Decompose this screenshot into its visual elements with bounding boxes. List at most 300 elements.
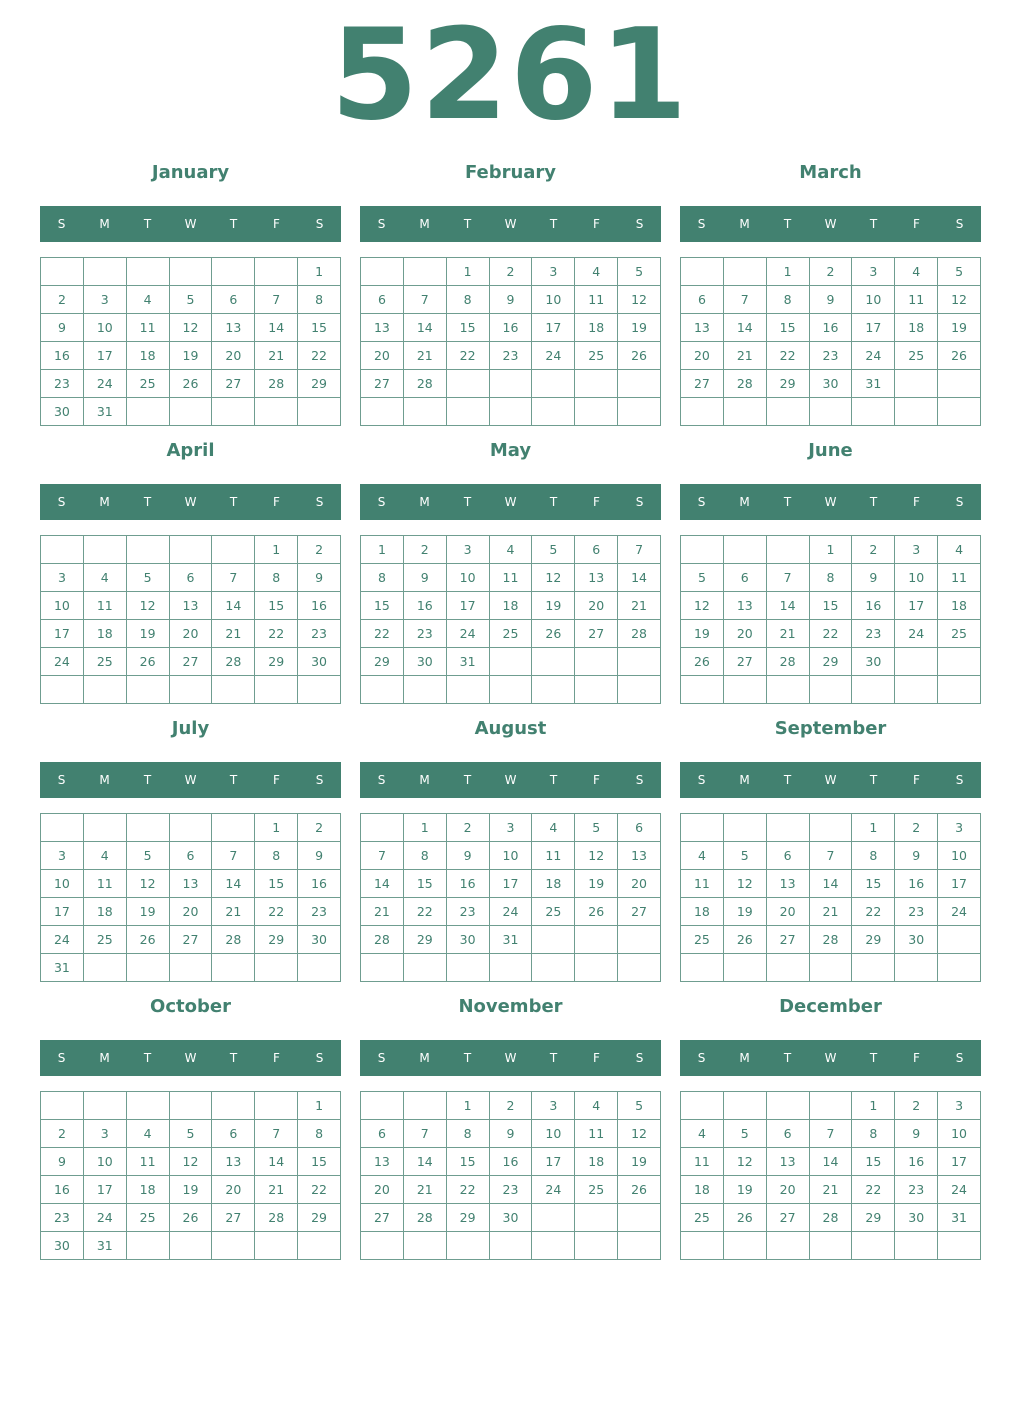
weekday-label: T <box>783 217 792 231</box>
day-cell: 16 <box>41 1176 84 1204</box>
day-cell: 30 <box>895 1204 938 1232</box>
day-cell: 1 <box>298 258 341 286</box>
day-cell: 21 <box>255 1176 298 1204</box>
day-cell: 9 <box>852 564 895 592</box>
day-cell: 10 <box>532 1120 575 1148</box>
day-cell <box>681 398 724 426</box>
day-cell: 23 <box>404 620 447 648</box>
day-cell <box>767 676 810 704</box>
day-cell <box>84 1092 127 1120</box>
day-cell <box>767 814 810 842</box>
weekday-label: S <box>315 1051 324 1065</box>
day-grid <box>40 813 341 982</box>
day-cell: 12 <box>127 592 170 620</box>
day-cell: 24 <box>938 898 981 926</box>
weekday-label: S <box>635 1051 644 1065</box>
day-cell: 2 <box>852 536 895 564</box>
day-cell: 10 <box>41 870 84 898</box>
day-cell <box>852 398 895 426</box>
weekday-label: S <box>697 495 706 509</box>
day-cell: 4 <box>84 564 127 592</box>
day-cell: 10 <box>84 1148 127 1176</box>
day-cell: 5 <box>532 536 575 564</box>
day-cell <box>681 954 724 982</box>
day-cell: 11 <box>895 286 938 314</box>
day-cell: 14 <box>361 870 404 898</box>
day-cell: 8 <box>255 842 298 870</box>
day-cell: 30 <box>404 648 447 676</box>
day-cell: 25 <box>575 342 618 370</box>
day-cell: 24 <box>852 342 895 370</box>
day-cell <box>895 954 938 982</box>
day-cell <box>575 926 618 954</box>
day-cell: 17 <box>84 1176 127 1204</box>
day-cell: 28 <box>724 370 767 398</box>
weekday-header <box>680 1040 981 1076</box>
day-cell: 21 <box>212 898 255 926</box>
day-cell: 12 <box>724 870 767 898</box>
day-cell <box>852 676 895 704</box>
day-cell <box>298 676 341 704</box>
day-cell <box>170 258 213 286</box>
day-cell: 4 <box>681 842 724 870</box>
day-cell <box>724 1232 767 1260</box>
day-cell <box>170 814 213 842</box>
day-cell: 2 <box>298 536 341 564</box>
day-grid <box>360 257 661 426</box>
day-cell: 19 <box>618 314 661 342</box>
day-cell: 15 <box>852 1148 895 1176</box>
day-cell: 20 <box>361 342 404 370</box>
day-cell <box>447 370 490 398</box>
day-cell <box>127 954 170 982</box>
day-cell: 25 <box>84 926 127 954</box>
day-cell: 25 <box>895 342 938 370</box>
day-cell: 2 <box>490 258 533 286</box>
day-cell <box>127 398 170 426</box>
day-cell <box>170 1092 213 1120</box>
day-cell: 3 <box>490 814 533 842</box>
day-cell: 27 <box>361 370 404 398</box>
weekday-label: M <box>99 495 110 509</box>
day-cell: 8 <box>852 1120 895 1148</box>
day-cell: 10 <box>447 564 490 592</box>
day-cell: 26 <box>681 648 724 676</box>
day-cell: 27 <box>767 926 810 954</box>
weekday-label: W <box>504 495 517 509</box>
day-cell: 13 <box>767 1148 810 1176</box>
day-cell: 6 <box>212 1120 255 1148</box>
day-cell: 1 <box>852 1092 895 1120</box>
day-cell: 12 <box>938 286 981 314</box>
day-cell: 29 <box>298 370 341 398</box>
day-cell: 13 <box>724 592 767 620</box>
day-cell: 18 <box>895 314 938 342</box>
day-cell <box>41 258 84 286</box>
day-cell <box>361 814 404 842</box>
day-cell: 27 <box>681 370 724 398</box>
day-cell: 2 <box>895 814 938 842</box>
day-cell <box>895 370 938 398</box>
day-cell: 26 <box>127 648 170 676</box>
weekday-label: T <box>463 217 472 231</box>
day-cell <box>490 954 533 982</box>
day-cell: 18 <box>84 620 127 648</box>
month-name: July <box>171 718 210 739</box>
day-cell <box>490 370 533 398</box>
day-cell: 27 <box>212 1204 255 1232</box>
day-cell <box>810 1232 853 1260</box>
day-cell: 21 <box>404 342 447 370</box>
day-cell <box>532 676 575 704</box>
day-cell <box>852 1232 895 1260</box>
day-cell: 2 <box>895 1092 938 1120</box>
weekday-label: M <box>739 495 750 509</box>
day-cell: 14 <box>255 314 298 342</box>
day-cell: 29 <box>852 1204 895 1232</box>
day-cell: 29 <box>298 1204 341 1232</box>
weekday-label: S <box>377 217 386 231</box>
day-cell: 2 <box>447 814 490 842</box>
day-cell <box>532 370 575 398</box>
weekday-label: T <box>549 1051 558 1065</box>
day-cell <box>84 814 127 842</box>
day-cell: 13 <box>361 1148 404 1176</box>
weekday-label: S <box>697 1051 706 1065</box>
day-cell: 22 <box>255 898 298 926</box>
day-cell: 11 <box>681 1148 724 1176</box>
day-cell: 18 <box>575 314 618 342</box>
day-cell: 10 <box>490 842 533 870</box>
day-grid <box>680 813 981 982</box>
weekday-header <box>360 484 661 520</box>
day-cell: 23 <box>447 898 490 926</box>
day-cell <box>404 954 447 982</box>
day-cell: 21 <box>810 1176 853 1204</box>
day-cell: 8 <box>810 564 853 592</box>
weekday-label: M <box>419 773 430 787</box>
day-cell <box>681 814 724 842</box>
day-cell <box>532 1232 575 1260</box>
month-name: April <box>166 440 215 461</box>
day-cell: 8 <box>361 564 404 592</box>
day-cell: 24 <box>84 370 127 398</box>
day-cell: 14 <box>404 1148 447 1176</box>
day-cell: 5 <box>724 842 767 870</box>
day-cell: 4 <box>895 258 938 286</box>
day-cell: 18 <box>127 342 170 370</box>
day-cell: 11 <box>575 1120 618 1148</box>
day-cell: 28 <box>618 620 661 648</box>
day-cell: 6 <box>724 564 767 592</box>
day-cell: 20 <box>212 1176 255 1204</box>
day-cell: 7 <box>404 286 447 314</box>
day-cell: 16 <box>895 870 938 898</box>
day-cell: 20 <box>575 592 618 620</box>
weekday-label: T <box>549 217 558 231</box>
day-cell: 15 <box>447 1148 490 1176</box>
weekday-label: S <box>377 773 386 787</box>
day-cell: 20 <box>361 1176 404 1204</box>
day-cell <box>255 676 298 704</box>
day-cell <box>681 1232 724 1260</box>
day-cell <box>127 814 170 842</box>
day-cell: 9 <box>41 314 84 342</box>
day-cell: 13 <box>212 1148 255 1176</box>
day-grid <box>40 535 341 704</box>
day-cell: 3 <box>532 258 575 286</box>
day-cell: 17 <box>447 592 490 620</box>
day-cell: 23 <box>895 1176 938 1204</box>
day-cell: 2 <box>404 536 447 564</box>
day-cell: 2 <box>490 1092 533 1120</box>
weekday-header <box>360 206 661 242</box>
weekday-label: T <box>549 495 558 509</box>
day-cell <box>532 954 575 982</box>
day-cell: 16 <box>298 592 341 620</box>
day-cell: 22 <box>404 898 447 926</box>
day-cell: 31 <box>447 648 490 676</box>
day-cell <box>724 676 767 704</box>
day-cell: 3 <box>41 842 84 870</box>
day-cell <box>490 1232 533 1260</box>
day-cell: 24 <box>532 342 575 370</box>
day-cell: 29 <box>767 370 810 398</box>
day-cell: 14 <box>810 870 853 898</box>
day-cell: 31 <box>490 926 533 954</box>
day-cell <box>84 536 127 564</box>
day-cell: 12 <box>532 564 575 592</box>
day-cell: 5 <box>724 1120 767 1148</box>
day-cell: 12 <box>170 1148 213 1176</box>
day-cell <box>255 258 298 286</box>
day-cell <box>938 926 981 954</box>
day-cell: 15 <box>810 592 853 620</box>
day-cell: 6 <box>575 536 618 564</box>
day-cell <box>938 398 981 426</box>
day-cell: 7 <box>212 842 255 870</box>
day-cell: 1 <box>447 1092 490 1120</box>
day-cell: 5 <box>170 1120 213 1148</box>
day-cell: 18 <box>681 1176 724 1204</box>
day-cell <box>255 1232 298 1260</box>
day-cell: 9 <box>41 1148 84 1176</box>
weekday-label: F <box>593 773 600 787</box>
day-cell: 25 <box>938 620 981 648</box>
day-cell: 25 <box>127 370 170 398</box>
day-cell: 13 <box>681 314 724 342</box>
weekday-label: T <box>869 773 878 787</box>
day-cell: 14 <box>404 314 447 342</box>
weekday-label: F <box>273 495 280 509</box>
weekday-label: T <box>463 495 472 509</box>
day-cell: 30 <box>41 1232 84 1260</box>
day-cell <box>298 1232 341 1260</box>
day-cell <box>404 258 447 286</box>
day-cell: 24 <box>447 620 490 648</box>
day-cell: 6 <box>767 1120 810 1148</box>
day-cell: 4 <box>575 258 618 286</box>
day-cell: 28 <box>212 926 255 954</box>
day-cell <box>618 1232 661 1260</box>
day-cell <box>618 926 661 954</box>
day-cell: 28 <box>361 926 404 954</box>
day-cell <box>618 954 661 982</box>
day-cell: 13 <box>170 870 213 898</box>
day-cell: 13 <box>618 842 661 870</box>
day-cell: 27 <box>575 620 618 648</box>
day-cell: 17 <box>938 870 981 898</box>
day-cell: 21 <box>255 342 298 370</box>
weekday-label: F <box>273 773 280 787</box>
day-cell: 10 <box>938 842 981 870</box>
year-title: 5261 <box>330 1 690 148</box>
day-cell: 18 <box>532 870 575 898</box>
weekday-label: T <box>229 1051 238 1065</box>
weekday-label: T <box>783 1051 792 1065</box>
day-cell: 3 <box>84 286 127 314</box>
day-cell: 11 <box>490 564 533 592</box>
day-cell: 14 <box>767 592 810 620</box>
weekday-label: M <box>99 773 110 787</box>
day-cell <box>127 676 170 704</box>
day-cell <box>724 954 767 982</box>
day-cell: 29 <box>852 926 895 954</box>
day-cell: 6 <box>361 286 404 314</box>
day-cell: 15 <box>361 592 404 620</box>
day-cell: 1 <box>255 536 298 564</box>
day-cell: 17 <box>41 620 84 648</box>
month-name: March <box>799 162 862 183</box>
day-cell: 3 <box>532 1092 575 1120</box>
weekday-label: S <box>315 495 324 509</box>
weekday-label: S <box>315 773 324 787</box>
day-cell: 8 <box>852 842 895 870</box>
day-grid <box>40 257 341 426</box>
weekday-label: F <box>913 495 920 509</box>
day-cell: 24 <box>41 926 84 954</box>
weekday-label: T <box>783 773 792 787</box>
day-cell: 16 <box>810 314 853 342</box>
day-cell <box>810 398 853 426</box>
day-cell: 19 <box>127 620 170 648</box>
day-cell: 16 <box>447 870 490 898</box>
day-cell: 29 <box>447 1204 490 1232</box>
day-cell: 28 <box>404 370 447 398</box>
month-name: June <box>808 440 853 461</box>
day-cell: 28 <box>404 1204 447 1232</box>
day-cell: 26 <box>724 926 767 954</box>
day-cell <box>938 676 981 704</box>
weekday-header <box>680 206 981 242</box>
weekday-label: T <box>229 495 238 509</box>
day-cell <box>810 814 853 842</box>
weekday-label: T <box>143 773 152 787</box>
day-cell: 30 <box>298 926 341 954</box>
weekday-label: W <box>824 217 837 231</box>
day-cell <box>212 954 255 982</box>
day-cell <box>895 676 938 704</box>
day-cell: 3 <box>852 258 895 286</box>
day-cell: 18 <box>127 1176 170 1204</box>
day-cell: 3 <box>938 814 981 842</box>
day-cell: 31 <box>852 370 895 398</box>
day-cell <box>404 398 447 426</box>
day-cell: 26 <box>170 1204 213 1232</box>
day-cell <box>41 676 84 704</box>
day-cell <box>767 1092 810 1120</box>
day-cell: 8 <box>447 286 490 314</box>
day-cell <box>490 648 533 676</box>
day-cell <box>724 536 767 564</box>
weekday-label: F <box>593 495 600 509</box>
day-cell: 5 <box>170 286 213 314</box>
day-cell: 4 <box>127 286 170 314</box>
day-cell <box>212 814 255 842</box>
day-cell: 23 <box>490 342 533 370</box>
day-cell <box>84 258 127 286</box>
day-cell <box>810 954 853 982</box>
day-cell <box>575 1204 618 1232</box>
day-cell: 6 <box>170 842 213 870</box>
day-cell: 16 <box>895 1148 938 1176</box>
weekday-label: T <box>229 773 238 787</box>
weekday-header <box>40 1040 341 1076</box>
day-cell: 22 <box>852 1176 895 1204</box>
day-cell: 22 <box>255 620 298 648</box>
day-cell: 22 <box>447 342 490 370</box>
day-cell <box>810 1092 853 1120</box>
day-cell: 12 <box>575 842 618 870</box>
day-cell: 28 <box>212 648 255 676</box>
day-cell: 27 <box>724 648 767 676</box>
day-cell: 25 <box>681 1204 724 1232</box>
day-cell <box>618 648 661 676</box>
day-cell <box>447 954 490 982</box>
day-cell: 21 <box>810 898 853 926</box>
day-cell: 28 <box>255 370 298 398</box>
day-cell: 14 <box>255 1148 298 1176</box>
day-cell: 3 <box>938 1092 981 1120</box>
weekday-label: F <box>913 1051 920 1065</box>
day-cell: 27 <box>767 1204 810 1232</box>
day-cell: 19 <box>724 1176 767 1204</box>
day-cell: 22 <box>298 342 341 370</box>
day-cell: 20 <box>767 1176 810 1204</box>
day-cell: 23 <box>490 1176 533 1204</box>
day-cell: 10 <box>84 314 127 342</box>
day-cell: 16 <box>41 342 84 370</box>
weekday-label: M <box>99 217 110 231</box>
day-cell <box>404 676 447 704</box>
weekday-label: F <box>273 1051 280 1065</box>
day-cell: 20 <box>724 620 767 648</box>
day-cell <box>618 370 661 398</box>
day-cell: 20 <box>212 342 255 370</box>
day-cell <box>361 676 404 704</box>
month-name: May <box>489 440 532 461</box>
day-cell: 23 <box>810 342 853 370</box>
day-cell: 6 <box>212 286 255 314</box>
day-cell: 25 <box>575 1176 618 1204</box>
day-cell: 22 <box>447 1176 490 1204</box>
day-cell: 15 <box>255 592 298 620</box>
day-grid <box>680 535 981 704</box>
weekday-label: M <box>99 1051 110 1065</box>
day-cell <box>895 1232 938 1260</box>
weekday-label: W <box>824 495 837 509</box>
day-cell: 29 <box>404 926 447 954</box>
